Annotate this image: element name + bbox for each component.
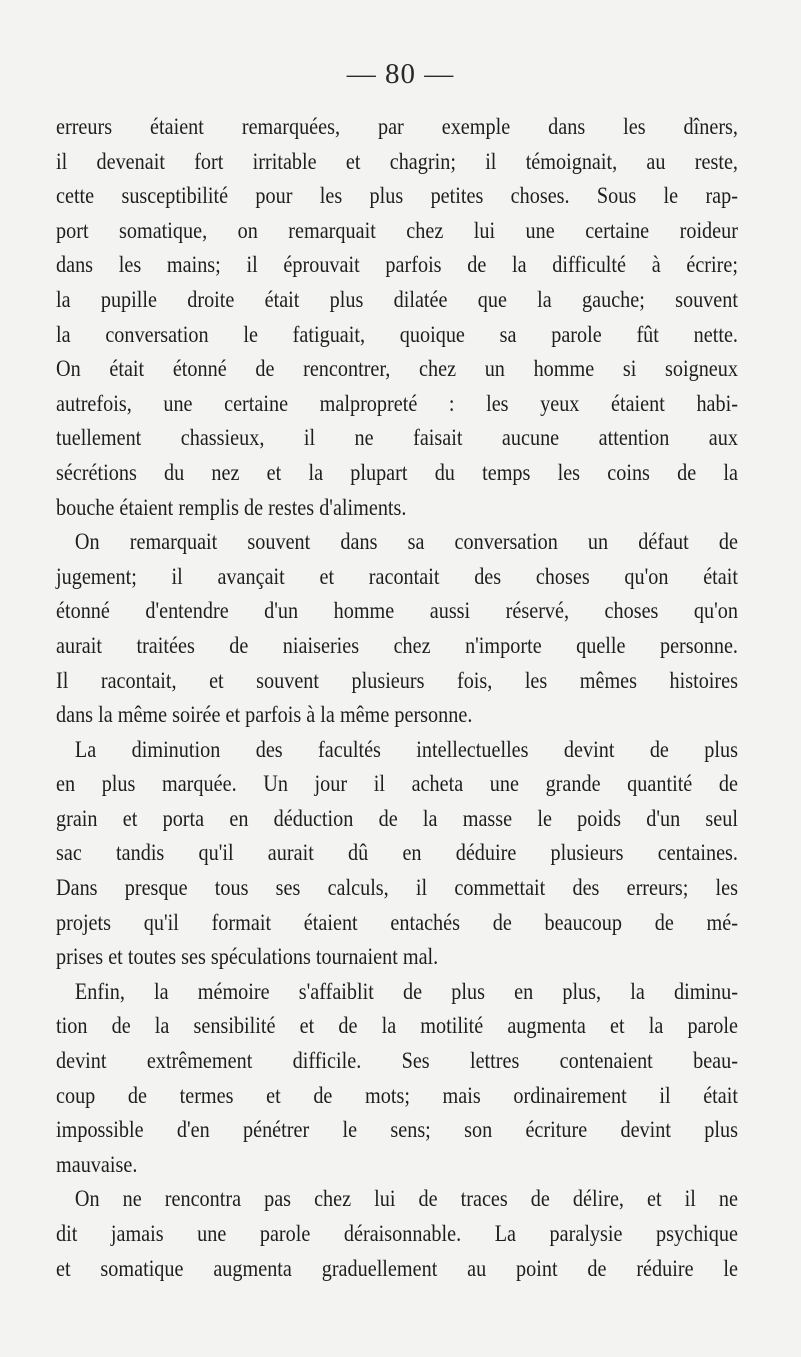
text-line: coup de termes et de mots; mais ordinairement il était [56, 1082, 738, 1109]
text-line: On était étonné de rencontrer, chez un homme si soigneux [56, 356, 738, 383]
text-line: prises et toutes ses spéculations tournaient mal. [56, 944, 439, 971]
text-line: et somatique augmenta graduellement au point de réduire le [56, 1255, 738, 1282]
page-number: — 80 — [346, 58, 455, 90]
text-line: cette susceptibilité pour les plus petites choses. Sous le rap- [56, 183, 738, 210]
text-line: la pupille droite était plus dilatée que la gauche; souvent [56, 286, 738, 313]
text-line: autrefois, une certaine malpropreté : les yeux étaient habi- [56, 390, 738, 417]
body-text [56, 110, 738, 1286]
text-line: sécrétions du nez et la plupart du temps les coins de la [56, 459, 738, 486]
text-line: tion de la sensibilité et de la motilité augmenta et la parole [56, 1013, 738, 1040]
text-line: sac tandis qu'il aurait dû en déduire plusieurs centaines. [56, 840, 738, 867]
text-line: Il racontait, et souvent plusieurs fois, les mêmes histoires [56, 667, 738, 694]
text-line: aurait traitées de niaiseries chez n'importe quelle personne. [56, 632, 738, 659]
text-line: grain et porta en déduction de la masse le poids d'un seul [56, 805, 738, 832]
text-line: impossible d'en pénétrer le sens; son écriture devint plus [56, 1117, 738, 1144]
text-line: tuellement chassieux, il ne faisait aucune attention aux [56, 425, 738, 452]
text-line: en plus marquée. Un jour il acheta une grande quantité de [56, 771, 738, 798]
text-line: devint extrêmement difficile. Ses lettres contenaient beau- [56, 1048, 738, 1075]
text-line: mauvaise. [56, 1151, 138, 1178]
text-line: On ne rencontra pas chez lui de traces de délire, et il ne [74, 1186, 738, 1213]
text-line: il devenait fort irritable et chagrin; il témoignait, au reste, [56, 148, 738, 175]
text-line: erreurs étaient remarquées, par exemple dans les dîners, [56, 114, 738, 140]
text-line: dans les mains; il éprouvait parfois de la difficulté à écrire; [56, 252, 738, 279]
text-line: projets qu'il formait étaient entachés de beaucoup de mé- [56, 909, 738, 936]
text-line: bouche étaient remplis de restes d'aliments. [56, 494, 407, 521]
text-line: Enfin, la mémoire s'affaiblit de plus en plus, la diminu- [74, 978, 738, 1005]
text-line: On remarquait souvent dans sa conversation un défaut de [74, 529, 738, 556]
text-line: la conversation le fatiguait, quoique sa parole fût nette. [56, 321, 738, 348]
text-line: jugement; il avançait et racontait des choses qu'on était [56, 563, 738, 590]
text-line: dit jamais une parole déraisonnable. La paralysie psychique [56, 1221, 738, 1247]
text-line: étonné d'entendre d'un homme aussi réservé, choses qu'on [56, 598, 738, 625]
text-line: La diminution des facultés intellectuelles devint de plus [74, 736, 738, 763]
text-line: dans la même soirée et parfois à la même personne. [56, 702, 473, 729]
text-line: port somatique, on remarquait chez lui une certaine roideur [56, 217, 738, 244]
text-line: Dans presque tous ses calculs, il commettait des erreurs; les [56, 875, 738, 902]
